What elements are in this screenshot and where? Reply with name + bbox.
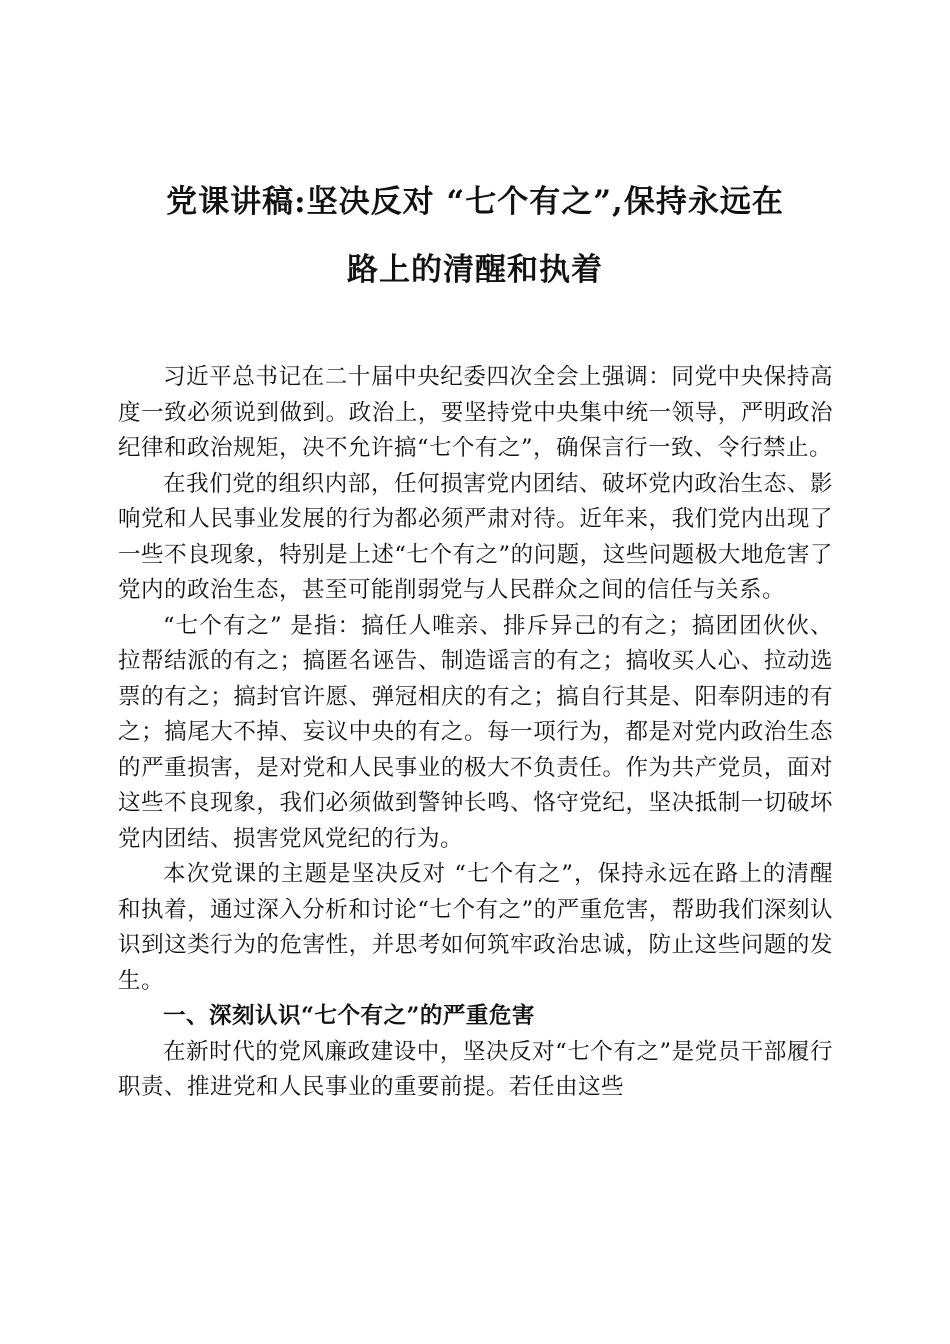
section-heading: 一、深刻认识“七个有之”的严重危害 <box>163 1003 535 1029</box>
title-line-1: 党课讲稿:坚决反对 “七个有之”,保持永远在 <box>166 184 784 220</box>
paragraph-2: 在我们党的组织内部，任何损害党内团结、破坏党内政治生态、影响党和人民事业发展的行为都必须严肃对待。近年来，我们党内出现了一些不良现象，特别是上述“七个有之”的问题，这些问题极大地危害了党内的政治生态，甚至可能削弱党与人民群众之间的信任与关系。 <box>118 470 833 603</box>
title-line-2: 路上的清醒和执着 <box>347 252 603 288</box>
section-paragraph: 在新时代的党风廉政建设中，坚决反对“七个有之”是党员干部履行职责、推进党和人民事业的重要前提。若任由这些 <box>118 1038 833 1100</box>
document-title <box>110 168 840 304</box>
paragraph-4: 本次党课的主题是坚决反对 “七个有之”，保持永远在路上的清醒和执着，通过深入分析和讨论“七个有之”的严重危害，帮助我们深刻认识到这类行为的危害性，并思考如何筑牢政治忠诚，防止这些问题的发生。 <box>118 861 833 994</box>
paragraph-1: 习近平总书记在二十届中央纪委四次全会上强调：同党中央保持高度一致必须说到做到。政治上，要坚持党中央集中统一领导，严明政治纪律和政治规矩，决不允许搞“七个有之”，确保言行一致、令行禁止。 <box>118 364 833 461</box>
paragraph-3: “七个有之” 是指：搞任人唯亲、排斥异己的有之；搞团团伙伙、拉帮结派的有之；搞匿名诬告、制造谣言的有之；搞收买人心、拉动选票的有之；搞封官许愿、弹冠相庆的有之；搞自行其是、阳奉阴违的有之；搞尾大不掉、妄议中央的有之。每一项行为，都是对党内政治生态的严重损害，是对党和人民事业的极大不负责任。作为共产党员，面对这些不良现象，我们必须做到警钟长鸣、恪守党纪，坚决抵制一切破坏党内团结、损害党风党纪的行为。 <box>118 612 833 852</box>
document-body <box>118 360 833 1106</box>
